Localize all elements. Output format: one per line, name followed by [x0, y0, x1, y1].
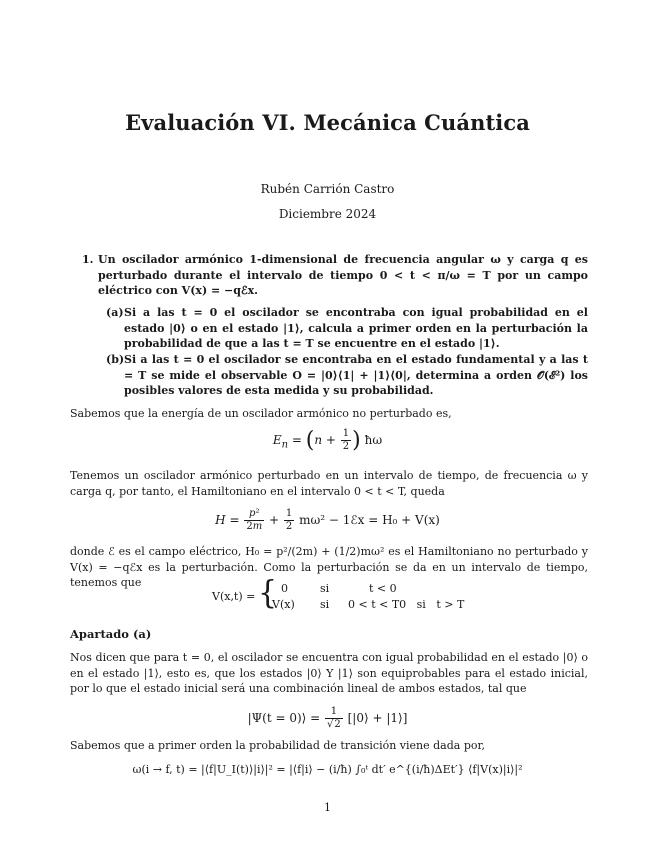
- part-text: Si a las t = 0 el oscilador se encontraba con igual probabilidad en el estado |0⟩ o en el estado |1⟩, calcula a primer orden en la perturbación la probabilidad de que a las t = T se encuentre en el estado |1⟩.: [124, 306, 588, 350]
- page-number: 1: [324, 801, 331, 814]
- piecewise-lhs: V(x,t) =: [212, 590, 256, 603]
- part-text: Si a las t = 0 el oscilador se encontraba en el estado fundamental y a las t = T se mide el observable O = |0⟩⟨1| + |1⟩⟨0|, determina a orden 𝒪(ℰ²) los posibles valores de esta medida y su probabilidad.: [124, 353, 588, 397]
- piecewise-brace: {: [258, 575, 278, 612]
- eq-subscript: n: [281, 439, 289, 451]
- piecewise-row1-si: si: [320, 582, 330, 595]
- document-title: Evaluación VI. Mecánica Cuántica: [125, 110, 530, 135]
- part-label: (a): [106, 306, 124, 319]
- eq-psi-rhs: [|0⟩ + |1⟩]: [347, 711, 408, 725]
- author-name: Rubén Carrión Castro: [260, 182, 395, 196]
- equation-hamiltonian: H = $\frac{\text{p²}}{2m}$ + $\frac{1}{2}$ mω² − 1ℰx = H₀ + V(x): [215, 508, 440, 532]
- section-heading: Apartado (a): [70, 627, 152, 641]
- piecewise-row1-cond: t < 0: [369, 582, 397, 595]
- eq-psi-lhs: |Ψ(t = 0)⟩ =: [247, 711, 321, 725]
- piecewise-row2-cond: 0 < t < T0 si t > T: [348, 598, 465, 611]
- piecewise-row1-value: 0: [281, 582, 288, 595]
- paragraph-hamiltonian-intro: Tenemos un oscilador armónico perturbado en un intervalo de tiempo, de frecuencia ω y carga q, por tanto, el Hamiltoniano en el intervalo 0 < t < T, queda: [70, 469, 588, 498]
- part-label: (b): [106, 353, 125, 366]
- paragraph-initial-state: Nos dicen que para t = 0, el oscilador se encuentra con igual probabilidad en el estado |0⟩ o en el estado |1⟩, esto es, que los estados |0⟩ Y |1⟩ son equiprobables para el estado inicial, por lo que el estado inicial será una combinación lineal de ambos estados, tal que: [70, 651, 588, 695]
- piecewise-row2-value: V(x): [272, 598, 295, 611]
- problem-number: 1.: [82, 253, 94, 266]
- paragraph-energy-intro: Sabemos que la energía de un oscilador armónico no perturbado es,: [70, 407, 452, 420]
- equation-transition-probability: ω(i → f, t) = |⟨f|U_I(t)⟩|i⟩|² = |⟨f|i⟩ − (i/ħ) ∫₀ᵗ dt′ e^{(i/ħ)ΔEt′} ⟨f|V(x)|i⟩|²: [132, 763, 523, 776]
- eq-tail: mω² − 1ℰx = H₀ + V(x): [299, 513, 440, 527]
- piecewise-row2-si: si: [320, 598, 330, 611]
- document-date: Diciembre 2024: [278, 207, 377, 221]
- eq-symbol: E: [272, 433, 282, 447]
- equation-energy: $E_n = (n$ + $\frac{1}{2}$ ) ħω: [272, 428, 383, 453]
- paragraph-transition: Sabemos que a primer orden la probabilidad de transición viene dada por,: [70, 739, 486, 752]
- paragraph-perturbation: donde ℰ es el campo eléctrico, H₀ = p²/(2m) + (1/2)mω² es el Hamiltoniano no perturbado y V(x) = −qℰx es la perturbación. Como la perturbación se da en un intervalo de tiempo, tenemos que: [70, 545, 588, 589]
- equation-initial-state: |Ψ(t = 0)⟩ = $\frac{1}{√2}$ [|0⟩ + |1⟩]: [247, 706, 408, 730]
- problem-text: Un oscilador armónico 1-dimensional de frecuencia angular ω y carga q es perturbado durante el intervalo de tiempo 0 < t < π/ω = T por un campo eléctrico con V(x) = −qℰx.: [98, 253, 588, 297]
- eq-rhs: ħω: [364, 433, 383, 447]
